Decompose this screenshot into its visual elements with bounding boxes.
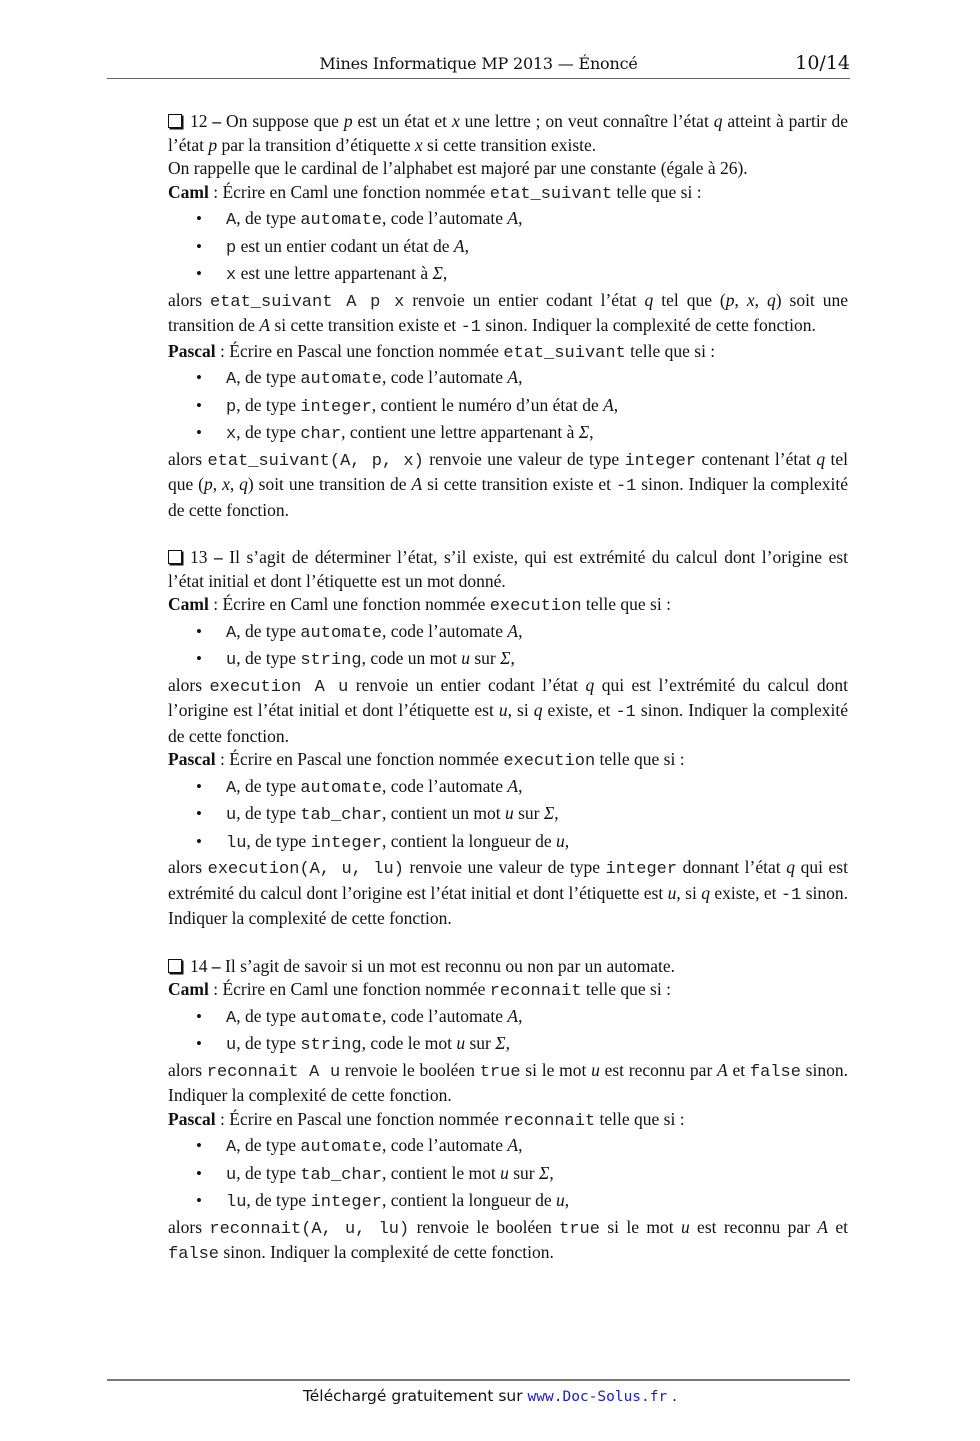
text-span: , <box>564 1190 570 1210</box>
text-span: si le mot <box>599 1216 681 1237</box>
code-span: false <box>168 1245 220 1264</box>
text-span: existe, et <box>709 882 781 903</box>
text-span: , de type <box>236 422 301 442</box>
code-span: integer <box>310 833 382 853</box>
checkbox-icon <box>168 959 182 973</box>
text-span: , <box>212 474 223 494</box>
math-var: u <box>555 1190 565 1210</box>
code-span: x <box>226 425 237 444</box>
text-span: renvoie le booléen <box>409 1216 560 1237</box>
argument-list <box>168 1133 848 1216</box>
math-var: Σ <box>543 803 555 823</box>
bullet-icon: • <box>196 776 202 796</box>
bullet-icon: • <box>196 236 202 256</box>
text-span: , si <box>507 700 534 720</box>
code-span: lu <box>226 833 247 853</box>
lang-lead <box>168 593 848 619</box>
text-span: renvoie le booléen <box>340 1059 480 1080</box>
text-span: , code l’automate <box>381 1005 508 1026</box>
bullet-icon: • <box>196 423 202 442</box>
code-span: A <box>226 1138 237 1157</box>
text-span: , de type <box>236 1135 301 1155</box>
text-span: tel que ( <box>168 448 848 494</box>
text-span: si cette transition existe et <box>270 315 461 335</box>
text-span: , <box>518 620 523 641</box>
text-span: alors <box>168 289 210 310</box>
bullet-icon: • <box>196 1163 202 1183</box>
text-span: , de type <box>236 775 301 796</box>
math-var: A <box>507 1135 519 1155</box>
text-span: sur <box>465 1033 496 1053</box>
bullet-icon: • <box>196 1191 202 1210</box>
lang-lead <box>168 978 848 1004</box>
math-var: u <box>498 700 508 720</box>
text-span: , <box>464 235 469 256</box>
math-var: q <box>585 674 595 695</box>
text-span: alors <box>168 448 208 469</box>
code-span: reconnait <box>503 1111 596 1131</box>
text-span: , <box>442 263 448 283</box>
text-span: sinon. Indiquer la complexité de cette fonction. <box>168 474 848 520</box>
question-number: 12 <box>190 111 208 131</box>
question-intro <box>168 955 848 979</box>
argument-list <box>168 206 848 289</box>
math-var: Σ <box>495 1033 506 1053</box>
text-span: , de type <box>236 1162 301 1183</box>
text-span: , <box>589 422 594 442</box>
text-span: , code l’automate <box>381 1135 508 1155</box>
text-span: est une lettre appartenant à <box>236 263 433 283</box>
code-span: reconnait <box>489 982 582 1001</box>
math-var: u <box>504 803 514 823</box>
code-span: -1 <box>615 477 637 496</box>
math-var: u <box>680 1216 690 1237</box>
page-footer <box>0 1387 980 1405</box>
text-span: , contient le numéro d’un état de <box>371 394 604 415</box>
text-span: , de type <box>236 367 301 387</box>
text-span: : Écrire en Caml une fonction nommée <box>208 181 490 202</box>
header-title: Mines Informatique MP 2013 — Énoncé <box>319 54 638 73</box>
math-var: Σ <box>538 1162 550 1183</box>
text-span: sinon. Indiquer la complexité de cette fonction. <box>168 882 848 928</box>
text-span: contenant l’état <box>696 448 817 469</box>
code-span: tab_char <box>300 806 382 825</box>
text-span: , <box>734 289 747 310</box>
text-span: sur <box>508 1162 539 1183</box>
code-span: A <box>226 1008 237 1028</box>
text-span: , contient la longueur de <box>381 830 556 851</box>
text-span: , contient la longueur de <box>381 1190 556 1210</box>
argument-list <box>168 774 848 857</box>
math-var: p <box>343 111 353 131</box>
question-number: 14 <box>190 955 208 976</box>
code-span: integer <box>605 860 678 879</box>
math-var: u <box>555 830 565 851</box>
text-span: alors <box>168 1216 210 1237</box>
lang-lead <box>168 340 848 366</box>
math-var: q <box>713 111 723 131</box>
argument-item <box>168 261 848 289</box>
question-14 <box>168 955 848 1267</box>
math-var: A <box>817 1216 828 1237</box>
question-dash: – <box>212 111 222 131</box>
bullet-icon: • <box>196 1034 202 1053</box>
text-span: , de type <box>236 1033 301 1053</box>
math-var: p <box>725 289 735 310</box>
text-span: si cette transition existe et <box>422 474 616 494</box>
text-span: , <box>518 775 523 796</box>
text-span: , contient une lettre appartenant à <box>341 422 579 442</box>
argument-item <box>168 393 848 421</box>
text-span: , contient un mot <box>381 803 505 823</box>
text-span: atteint à partir de l’état <box>168 111 849 155</box>
text-span: , de type <box>236 620 301 641</box>
argument-item <box>168 365 848 393</box>
text-span: sur <box>469 648 501 668</box>
text-span: , <box>564 830 570 851</box>
lang-lead <box>168 748 848 774</box>
text-span: sinon. Indiquer la complexité de cette fonction. <box>219 1242 554 1262</box>
code-span: string <box>300 1036 362 1055</box>
code-span: p <box>226 238 237 258</box>
argument-item <box>168 1031 848 1059</box>
math-var: q <box>239 474 248 494</box>
question-intro <box>168 110 848 157</box>
argument-list <box>168 365 848 448</box>
bullet-icon: • <box>196 804 202 823</box>
code-span: etat_suivant(A, p, x) <box>207 451 424 471</box>
text-span: par la transition d’étiquette <box>217 134 415 155</box>
code-span: true <box>479 1062 521 1082</box>
page-header <box>107 52 850 78</box>
text-span: Il s’agit de savoir si un mot est reconnu ou non par un automate. <box>220 955 676 976</box>
text-span: , de type <box>236 803 301 823</box>
text-span: telle que si : <box>595 749 685 769</box>
text-span: , <box>518 1005 523 1026</box>
text-span: sinon. Indiquer la complexité de cette fonction. <box>481 315 816 335</box>
text-span: sinon. Indiquer la complexité de cette fonction. <box>168 1059 848 1105</box>
lang-conclusion <box>168 856 848 931</box>
code-span: string <box>300 651 362 670</box>
code-span: char <box>300 425 342 444</box>
text-span: , code l’automate <box>381 620 508 641</box>
text-span: et <box>727 1059 750 1080</box>
text-span: , de type <box>246 830 311 851</box>
code-span: -1 <box>460 318 481 337</box>
text-span: est reconnu par <box>689 1216 818 1237</box>
math-var: x <box>414 134 423 155</box>
text-span: telle que si : <box>612 181 702 202</box>
page-number: 10/14 <box>795 52 850 74</box>
math-var: p <box>208 134 218 155</box>
code-span: A <box>226 370 237 389</box>
code-span: p <box>226 397 237 417</box>
text-span: ) soit une transition de <box>247 474 412 494</box>
text-span: une lettre ; on veut connaître l’état <box>459 111 714 131</box>
footer-link[interactable]: www.Doc-Solus.fr <box>527 1389 668 1405</box>
text-span: , <box>229 474 240 494</box>
code-span: execution(A, u, lu) <box>207 860 404 879</box>
text-span: , code l’automate <box>381 208 508 228</box>
text-span: qui est l’extrémité du calcul dont l’origine est l’état initial et dont l’étiquette est <box>168 674 848 720</box>
math-var: q <box>816 448 826 469</box>
math-var: A <box>507 208 519 228</box>
question-number: 13 <box>190 547 208 567</box>
text-span: : Écrire en Caml une fonction nommée <box>208 594 490 614</box>
code-span: u <box>226 806 237 825</box>
text-span: , <box>549 1162 554 1183</box>
math-var: A <box>411 474 423 494</box>
text-span: , <box>510 648 515 668</box>
lang-block-pascal <box>168 340 848 523</box>
argument-item <box>168 234 848 262</box>
text-span: , contient le mot <box>381 1162 501 1183</box>
text-span: alors <box>168 857 208 877</box>
lang-block-pascal <box>168 748 848 931</box>
lang-lead <box>168 1108 848 1134</box>
code-span: integer <box>624 451 697 471</box>
code-span: etat_suivant <box>503 343 626 363</box>
code-span: false <box>749 1062 801 1082</box>
text-span: , <box>518 1135 523 1155</box>
lang-label: Pascal <box>168 340 216 361</box>
text-span: : Écrire en Pascal une fonction nommée <box>215 749 504 769</box>
bullet-icon: • <box>196 1006 202 1026</box>
argument-item <box>168 801 848 829</box>
math-var: q <box>701 882 710 903</box>
argument-item <box>168 646 848 674</box>
code-span: -1 <box>615 703 636 722</box>
code-span: automate <box>300 778 382 798</box>
code-span: -1 <box>780 885 802 905</box>
math-var: Σ <box>432 263 443 283</box>
lang-block-caml <box>168 593 848 748</box>
math-var: x <box>451 111 460 131</box>
bullet-icon: • <box>196 649 202 668</box>
lang-label: Caml <box>168 594 209 614</box>
text-span: , de type <box>246 1190 311 1210</box>
code-span: A <box>226 211 237 230</box>
text-span: , code l’automate <box>381 775 508 796</box>
code-span: x <box>226 266 237 285</box>
math-var: q <box>644 289 654 310</box>
argument-item <box>168 1133 848 1161</box>
text-span: , si <box>676 882 702 903</box>
argument-item <box>168 1004 848 1032</box>
lang-lead <box>168 181 848 207</box>
text-span: si cette transition existe. <box>422 134 597 155</box>
text-span: , <box>613 394 619 415</box>
math-var: x <box>222 474 230 494</box>
code-span: u <box>226 1165 237 1185</box>
code-span: integer <box>300 397 372 417</box>
argument-item <box>168 420 848 448</box>
question-note <box>168 157 848 181</box>
math-var: q <box>766 289 776 310</box>
math-var: A <box>507 620 519 641</box>
footer-rule <box>107 1379 850 1381</box>
checkbox-icon <box>168 550 182 564</box>
argument-item <box>168 829 848 857</box>
math-var: u <box>500 1162 509 1183</box>
argument-item <box>168 1188 848 1216</box>
document-body <box>168 110 848 1291</box>
lang-label: Caml <box>168 979 209 999</box>
code-span: integer <box>310 1193 382 1212</box>
text-span: qui est extrémité du calcul dont l’origine est l’état initial et dont l’étiquette est <box>168 857 848 903</box>
lang-conclusion <box>168 1216 848 1267</box>
text-span: : Écrire en Pascal une fonction nommée <box>215 1108 504 1129</box>
math-var: Σ <box>500 648 511 668</box>
text-span: telle que si : <box>625 340 716 361</box>
code-span: automate <box>300 623 382 643</box>
argument-list <box>168 1004 848 1059</box>
math-var: Σ <box>578 422 590 442</box>
text-span: , <box>505 1033 511 1053</box>
footer-suffix: . <box>667 1387 678 1405</box>
math-var: u <box>591 1059 600 1080</box>
code-span: lu <box>226 1193 247 1212</box>
code-span: u <box>226 1036 237 1055</box>
lang-label: Pascal <box>168 1108 216 1129</box>
bullet-icon: • <box>196 831 202 851</box>
bullet-icon: • <box>196 1136 202 1155</box>
code-span: A <box>226 778 237 798</box>
question-dash: – <box>211 955 221 976</box>
text-span: , code un mot <box>361 648 462 668</box>
code-span: automate <box>300 1138 382 1157</box>
math-var: p <box>204 474 213 494</box>
lang-block-caml <box>168 978 848 1108</box>
math-var: A <box>717 1059 728 1080</box>
header-rule <box>107 78 850 79</box>
text-span: : Écrire en Caml une fonction nommée <box>208 979 490 999</box>
text-span: , de type <box>236 648 301 668</box>
text-span: alors <box>168 674 210 695</box>
code-span: automate <box>300 211 382 230</box>
text-span: alors <box>168 1059 207 1080</box>
text-span: tel que ( <box>653 289 726 310</box>
text-span: ) soit une transition de <box>168 289 849 335</box>
text-span: On rappelle que le cardinal de l’alphabet est majoré par une constante (égale à 26). <box>168 158 748 178</box>
math-var: A <box>259 315 271 335</box>
text-span: sinon. Indiquer la complexité de cette fonction. <box>168 700 848 746</box>
question-dash: – <box>214 547 223 567</box>
text-span: , code l’automate <box>381 367 508 387</box>
bullet-icon: • <box>196 621 202 641</box>
text-span: telle que si : <box>595 1108 685 1129</box>
code-span: etat_suivant <box>489 184 613 204</box>
text-span: renvoie une valeur de type <box>403 857 606 877</box>
code-span: reconnait(A, u, lu) <box>209 1219 410 1239</box>
text-span: renvoie une valeur de type <box>423 448 625 469</box>
bullet-icon: • <box>196 368 202 387</box>
code-span: etat_suivant A p x <box>209 292 405 312</box>
text-span: est un état et <box>352 111 452 131</box>
checkbox-icon <box>168 114 182 128</box>
text-span: , <box>518 367 523 387</box>
text-span: est reconnu par <box>599 1059 718 1080</box>
code-span: execution <box>503 752 596 771</box>
lang-block-pascal <box>168 1108 848 1267</box>
lang-conclusion <box>168 289 848 340</box>
text-span: , <box>554 803 559 823</box>
math-var: A <box>507 367 519 387</box>
math-var: u <box>461 648 470 668</box>
code-span: tab_char <box>300 1165 382 1185</box>
text-span: On suppose que <box>221 111 344 131</box>
lang-conclusion <box>168 674 848 749</box>
code-span: automate <box>300 1008 382 1028</box>
code-span: execution <box>489 597 582 616</box>
question-12 <box>168 110 848 522</box>
text-span: est un entier codant un état de <box>236 235 454 256</box>
lang-conclusion <box>168 448 848 523</box>
text-span: , <box>518 208 523 228</box>
math-var: q <box>786 857 795 877</box>
bullet-icon: • <box>196 395 202 415</box>
math-var: x <box>746 289 755 310</box>
text-span: telle que si : <box>581 594 671 614</box>
lang-label: Caml <box>168 181 209 202</box>
math-var: A <box>603 394 614 415</box>
argument-item <box>168 774 848 802</box>
bullet-icon: • <box>196 209 202 228</box>
text-span: , de type <box>236 1005 301 1026</box>
math-var: u <box>456 1033 466 1053</box>
text-span: , code le mot <box>361 1033 457 1053</box>
text-span: renvoie un entier codant l’état <box>348 674 586 695</box>
text-span: existe, et <box>542 700 616 720</box>
text-span: donnant l’état <box>677 857 787 877</box>
footer-text: Téléchargé gratuitement sur <box>302 1387 528 1405</box>
argument-list <box>168 619 848 674</box>
text-span: si le mot <box>520 1059 592 1080</box>
lang-conclusion <box>168 1059 848 1108</box>
question-intro <box>168 546 848 593</box>
argument-item <box>168 206 848 234</box>
text-span: : Écrire en Pascal une fonction nommée <box>215 340 504 361</box>
text-span: , de type <box>236 208 301 228</box>
text-span: Il s’agit de déterminer l’état, s’il existe, qui est extrémité du calcul dont l’origine est l’état initial et dont l’étiquette est un mot donné. <box>168 547 849 591</box>
code-span: true <box>559 1219 600 1239</box>
math-var: u <box>667 882 677 903</box>
math-var: A <box>507 775 519 796</box>
math-var: q <box>533 700 543 720</box>
text-span: , <box>754 289 767 310</box>
text-span: sur <box>513 803 544 823</box>
text-span: renvoie un entier codant l’état <box>404 289 645 310</box>
question-13 <box>168 546 848 931</box>
text-span: telle que si : <box>581 979 671 999</box>
argument-item <box>168 1161 848 1189</box>
math-var: A <box>453 235 465 256</box>
code-span: automate <box>300 370 382 389</box>
math-var: A <box>507 1005 519 1026</box>
code-span: A <box>226 623 237 643</box>
lang-block-caml <box>168 181 848 340</box>
argument-item <box>168 619 848 647</box>
text-span: , de type <box>236 394 301 415</box>
lang-label: Pascal <box>168 749 216 769</box>
bullet-icon: • <box>196 264 202 283</box>
code-span: execution A u <box>209 677 349 697</box>
text-span: et <box>827 1216 848 1237</box>
code-span: u <box>226 651 237 670</box>
code-span: reconnait A u <box>206 1062 341 1082</box>
